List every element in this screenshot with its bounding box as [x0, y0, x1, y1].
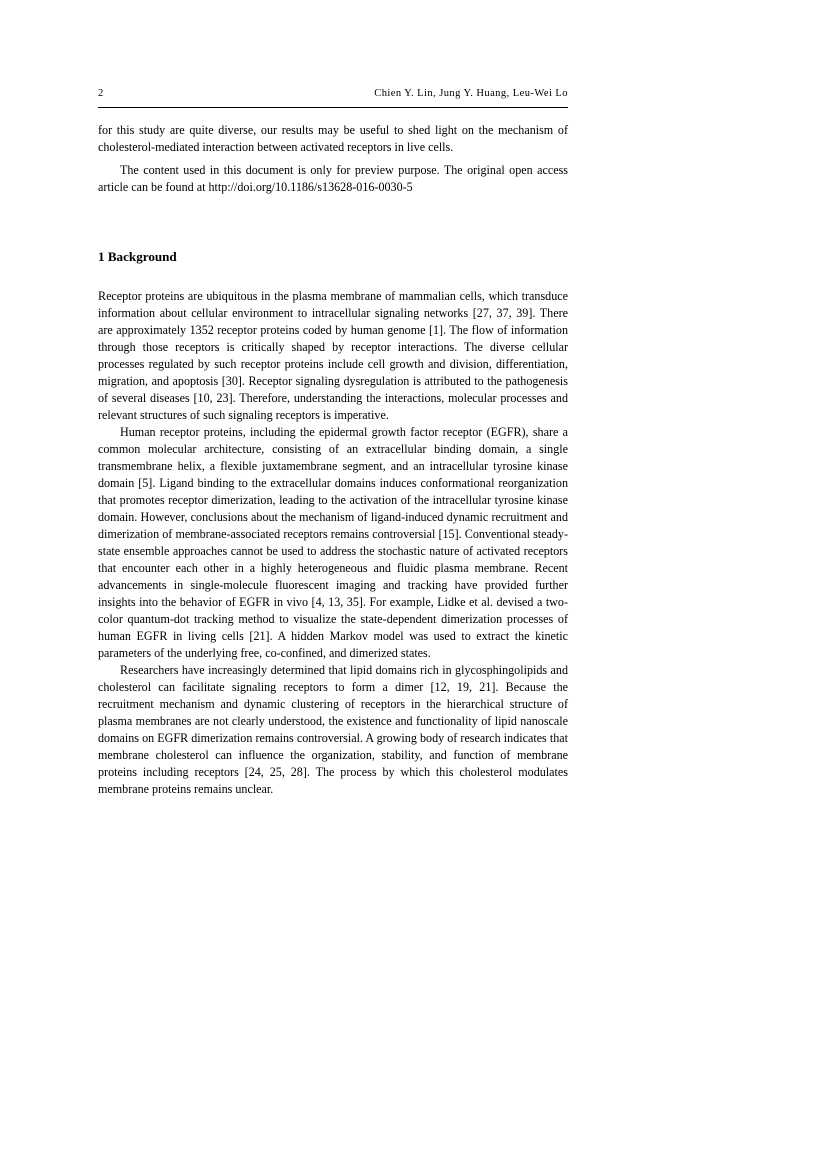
running-head-authors: Chien Y. Lin, Jung Y. Huang, Leu-Wei Lo [374, 88, 568, 99]
continued-paragraph: for this study are quite diverse, our results may be useful to shed light on the mechanism of cholesterol-mediated interaction between activated receptors in live cells. [98, 123, 568, 154]
running-head [98, 88, 568, 108]
paragraph-2: Human receptor proteins, including the epidermal growth factor receptor (EGFR), share a common molecular architecture, consisting of an extracellular binding domain, a single transmembrane helix, a flexible juxtamembrane segment, and an intracellular tyrosine kinase domain [5]. Ligand binding to the extracellular domains induces conformational reorganization that promotes receptor dimerization, leading to the activation of the intracellular tyrosine kinase domain. However, conclusions about the mechanism of ligand-induced dynamic recruitment and dimerization of membrane-associated receptors remains controversial [15]. Conventional steady-state ensemble approaches cannot be used to address the stochastic nature of activated receptors that encounter each other in a highly heterogeneous and fluidic plasma membrane. Recent advancements in single-molecule fluorescent imaging and tracking have provided further insights into the behavior of EGFR in vivo [4, 13, 35]. For example, Lidke et al. devised a two-color quantum-dot tracking method to visualize the state-dependent dimerization processes of human EGFR in living cells [21]. A hidden Markov model was used to extract the kinetic parameters of the underlying free, co-confined, and dimerized states. [98, 425, 568, 660]
spacer [98, 265, 568, 288]
running-head-rule [98, 107, 568, 108]
section-heading-background: 1 Background [98, 249, 177, 264]
paragraph-3: Researchers have increasingly determined that lipid domains rich in glycosphingolipids and cholesterol can facilitate signaling receptors to form a dimer [12, 19, 21]. Because the recruitment mechanism and dynamic clustering of receptors in the hierarchical structure of plasma membranes are not clearly understood, the existence and functionality of lipid nanoscale domains on EGFR dimerization remains controversial. A growing body of research indicates that membrane cholesterol can influence the organization, stability, and function of membrane proteins including receptors [24, 25, 28]. The process by which this cholesterol modulates membrane proteins remains unclear. [98, 663, 568, 796]
page-number: 2 [98, 88, 104, 99]
spacer [98, 196, 568, 248]
page-body [98, 122, 568, 798]
paragraph-1: Receptor proteins are ubiquitous in the plasma membrane of mammalian cells, which transduce information about cellular environment to intracellular signaling networks [27, 37, 39]. There are approximately 1352 receptor proteins coded by human genome [1]. The flow of information through those receptors is critically shaped by receptor interactions. The diverse cellular processes regulated by such receptor proteins include cell growth and division, differentiation, migration, and apoptosis [30]. Receptor signaling dysregulation is attributed to the pathogenesis of several diseases [10, 23]. Therefore, understanding the interactions, molecular processes and relevant structures of such signaling receptors is imperative. [98, 289, 568, 422]
preview-notice-paragraph: The content used in this document is only for preview purpose. The original open access article can be found at http://doi.org/10.1186/s13628-016-0030-5 [98, 163, 568, 194]
